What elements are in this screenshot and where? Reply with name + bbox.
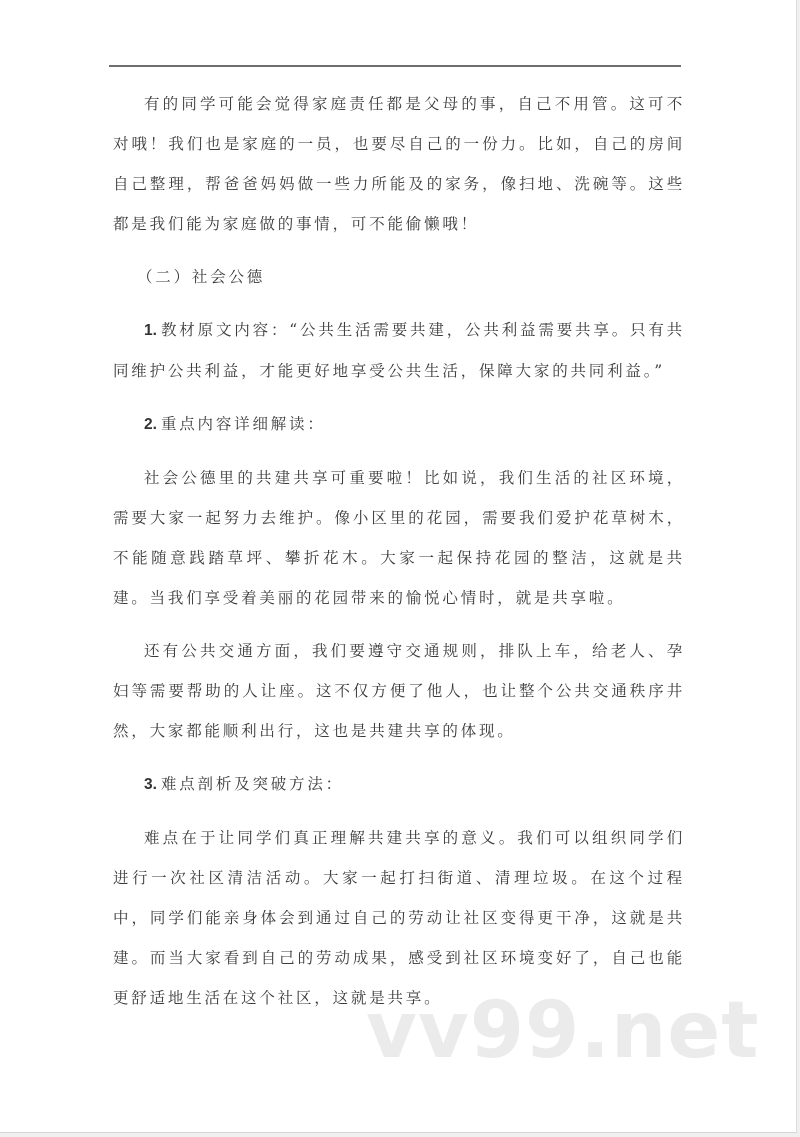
item-3-heading: [113, 764, 685, 805]
paragraph-difficulty-analysis: 难点在于让同学们真正理解共建共享的意义。我们可以组织同学们进行一次社区清洁活动。大家一起打扫街道、清理垃圾。在这个过程中，同学们能亲身体会到通过自己的劳动让社区变得更干净，这就是共建。而当大家看到自己的劳动成果，感受到社区环境变好了，自己也能更舒适地生活在这个社区，这就是共享。: [113, 829, 685, 1007]
item-2-heading: [113, 404, 685, 445]
document-body: [113, 84, 685, 1018]
section-title: （二）社会公德: [137, 268, 266, 286]
paragraph-public-transport: 还有公共交通方面，我们要遵守交通规则，排队上车，给老人、孕妇等需要帮助的人让座。这不仅方便了他人，也让整个公共交通秩序井然，大家都能顺利出行，这也是共建共享的体现。: [113, 642, 685, 740]
item-1-number: 1.: [144, 322, 157, 339]
item-1-text: 教材原文内容：“公共生活需要共建，公共利益需要共享。只有共同维护公共利益，才能更好地享受公共生活，保障大家的共同利益。”: [113, 321, 685, 380]
item-3-heading-text: 难点剖析及突破方法：: [160, 775, 344, 793]
item-1-textbook-quote: [113, 310, 685, 391]
paragraph-family-duty: 有的同学可能会觉得家庭责任都是父母的事，自己不用管。这可不对哦！我们也是家庭的一员，也要尽自己的一份力。比如，自己的房间自己整理，帮爸爸妈妈做一些力所能及的家务，像扫地、洗碗等。这些都是我们能为家庭做的事情，可不能偷懒哦！: [113, 95, 685, 233]
header-rule: [109, 65, 681, 67]
item-2-number: 2.: [144, 416, 157, 433]
item-2-heading-text: 重点内容详细解读：: [160, 415, 326, 433]
item-3-number: 3.: [144, 776, 157, 793]
watermark: vv99.net: [366, 986, 760, 1076]
paragraph-community-garden: 社会公德里的共建共享可重要啦！比如说，我们生活的社区环境，需要大家一起努力去维护。像小区里的花园，需要我们爱护花草树木，不能随意践踏草坪、攀折花木。大家一起保持花园的整洁，这就是共建。当我们享受着美丽的花园带来的愉悦心情时，就是共享啦。: [113, 469, 685, 607]
